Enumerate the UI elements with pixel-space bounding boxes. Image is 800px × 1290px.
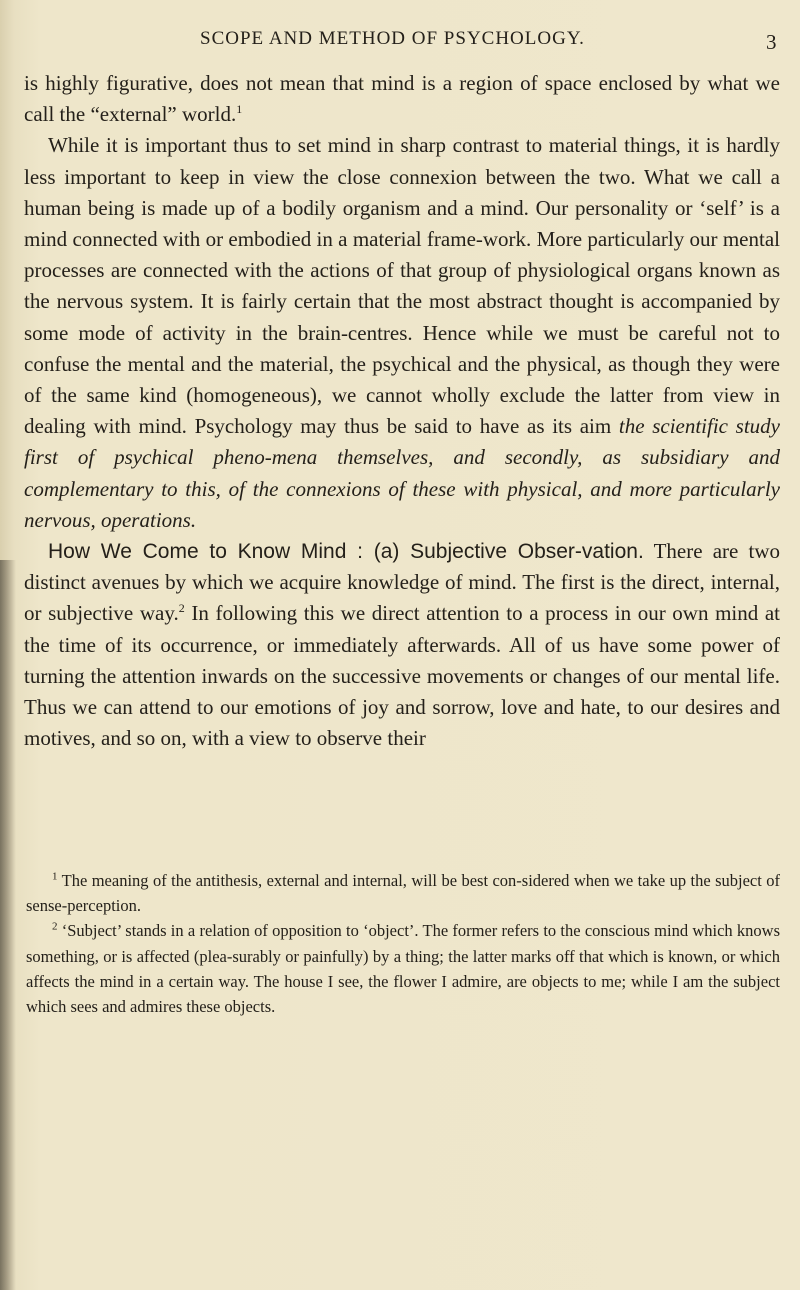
footnote-mark: 1: [52, 870, 58, 883]
paragraph-subjective-observation: [24, 536, 780, 754]
paragraph-continuation: [24, 68, 780, 130]
running-head: SCOPE AND METHOD OF PSYCHOLOGY.: [200, 28, 585, 49]
paragraph-text: There are two distinct avenues by which we acquire knowledge of mind. The first is the direct, internal, or subjective way.: [24, 539, 780, 626]
footnote-mark: 2: [52, 920, 58, 933]
aim-definition: the scientific study first of psychical pheno-mena themselves, and secondly, as subsidiary and complementary to this, of the connexions of these with physical, and more particularly nervous, operations.: [24, 414, 781, 532]
footnote-1: [26, 868, 780, 918]
footnote-text: The meaning of the antithesis, external and internal, will be best con-sidered when we take up the subject of sense-perception.: [26, 871, 781, 916]
footnote-text: ‘Subject’ stands in a relation of opposition to ‘object’. The former refers to the conscious mind which knows something, or is affected (plea-surably or painfully) by a thing; the latter marks off that which is known, or which affects the mind in a certain way. The house I see, the flower I admire, are objects to me; while I am the subject which sees and admires these objects.: [26, 921, 781, 1017]
footnotes: [26, 868, 780, 1019]
footnote-ref: 1: [236, 102, 243, 117]
footnote-2: [26, 918, 780, 1019]
paragraph-text: In following this we direct attention to a process in our own mind at the time of its occurrence, or immediately afterwards. All of us have some power of turning the attention inwards on the successive movements or changes of our mental life. Thus we can attend to our emotions of joy and sorrow, love and hate, to our desires and motives, and so on, with a view to observe their: [24, 601, 781, 751]
paragraph-text: While it is important thus to set mind in sharp contrast to material things, it is hardly less important to keep in view the close connexion between the two. What we call a human being is made up of a bodily organism and a mind. Our personality or ‘self’ is a mind connected with or embodied in a material frame-work. More particularly our mental processes are connected with the actions of that group of physiological organs known as the nervous system. It is fairly certain that the most abstract thought is accompanied by some mode of activity in the brain-centres. Hence while we must be careful not to confuse the mental and the material, the psychical and the physical, as though they were of the same kind (homogeneous), we cannot wholly exclude the latter from view in dealing with mind. Psychology may thus be said to have as its aim: [24, 133, 780, 439]
paragraph-mind-and-body: [24, 130, 780, 536]
page-number: 3: [766, 30, 777, 54]
paragraph-text: is highly figurative, does not mean that mind is a region of space enclosed by what we call the “external” world.: [24, 71, 780, 127]
gutter-shadow: [0, 560, 16, 1290]
footnote-ref: 2: [178, 601, 185, 616]
main-text: [24, 68, 780, 754]
section-heading: How We Come to Know Mind : (a) Subjective Obser-vation.: [48, 540, 644, 564]
